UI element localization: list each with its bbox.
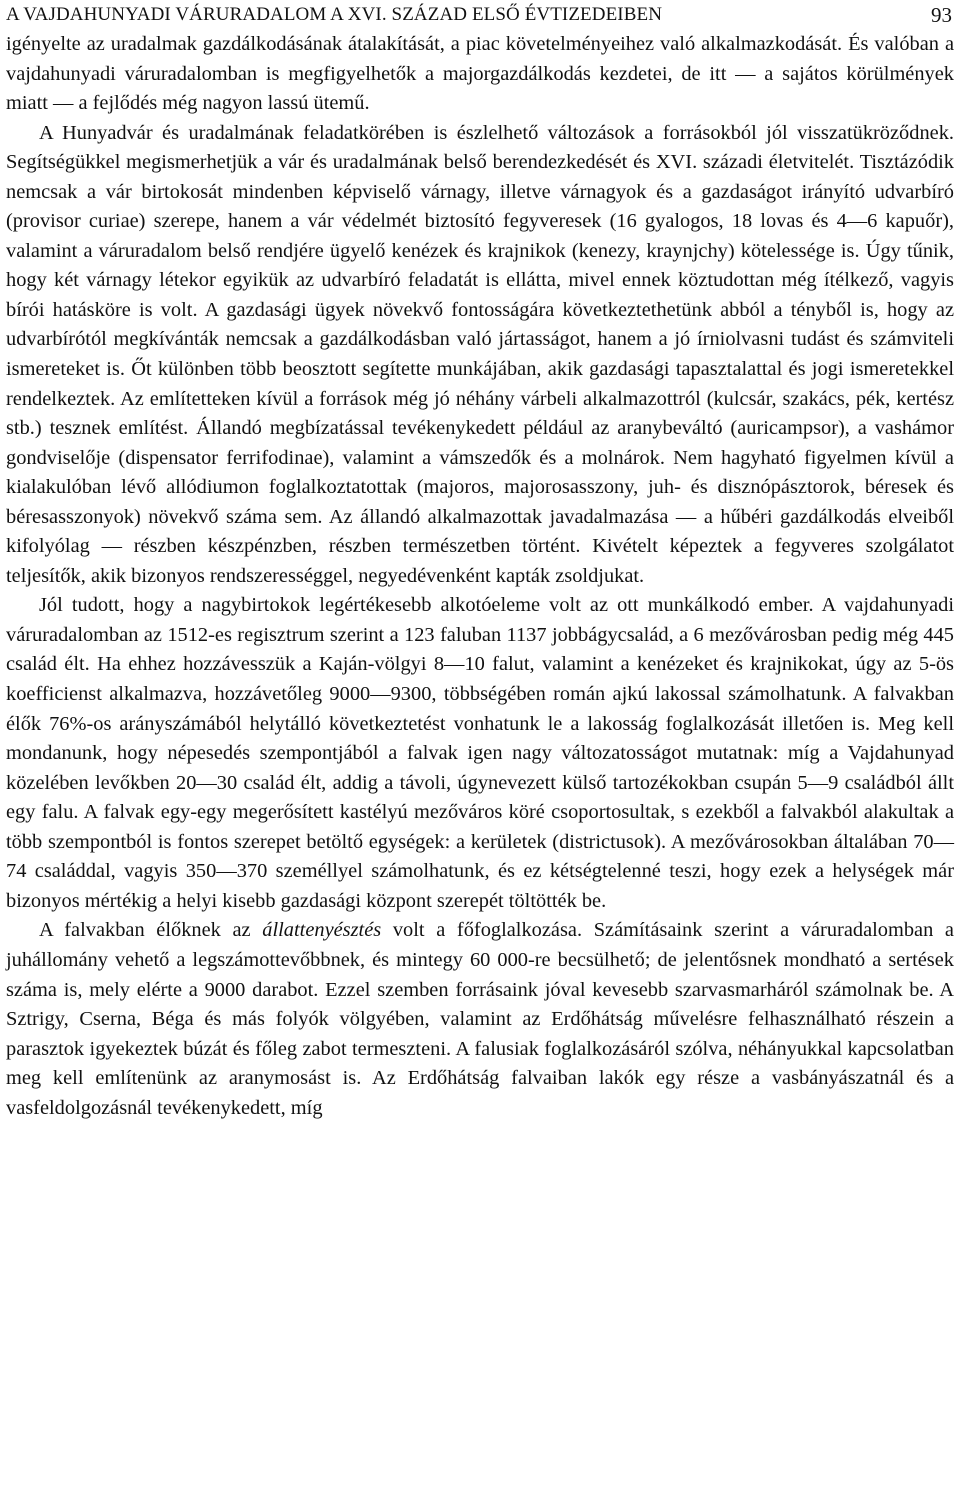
- body-text: [6, 30, 954, 1123]
- running-title: A VAJDAHUNYADI VÁRURADALOM A XVI. SZÁZAD ELSŐ ÉVTIZEDEIBEN: [6, 4, 663, 25]
- page-number: 93: [931, 3, 952, 27]
- paragraph-4: [6, 916, 954, 1123]
- paragraph-4-start: A falvakban élőknek az: [39, 919, 263, 942]
- running-header: [6, 0, 954, 30]
- paragraph-3: Jól tudott, hogy a nagybirtokok legértékesebb alkotóeleme volt az ott munkálkodó ember. A vajdahunyadi váruradalomban az 1512-es regisztrum szerint a 123 faluban 1137 jobbágycsalád, a 6 mezővárosban pedig még 445 család élt. Ha ehhez hozzávesszük a Kaján-völgyi 8—10 falut, valamint a kenézeket és krajnikokat, úgy az 5-ös koefficienst alkalmazva, hozzávetőleg 9000—9300, többségében román ajkú lakossal számolhatunk. A falvakban élők 76%-os arányszámából helytálló következtetést vonhatunk le a lakosság foglalkozását illetően is. Meg kell mondanunk, hogy népesedés szempontjából a falvak igen nagy változatosságot mutatnak: míg a Vajdahunyad közelében levőkben 20—30 család élt, addig a távoli, úgynevezett külső tartozékokban csupán 5—9 családból állt egy falu. A falvak egy-egy megerősített kastélyú mezőváros köré csoportosultak, s ezekből a falvakból alakultak a több szempontból is fontos szerepet betöltő egységek: a kerületek (districtusok). A mezővárosokban általában 70—74 családdal, vagyis 350—370 személlyel számolhatunk, és ez kétségtelenné teszi, hogy ezek a helységek már bizonyos mértékig a helyi kisebb gazdasági központ szerepét töltötték be.: [6, 594, 954, 912]
- paragraph-4-rest: volt a főfoglalkozása. Számításaink szerint a váruradalomban a juhállomány vehető a legszámottevőbbnek, és mintegy 60 000-re becsülhető; de jelentősnek mondható a sertések száma is, mely elérte a 9000 darabot. Ezzel szemben forrásaink jóval kevesebb szarvasmarháról számolnak be. A Sztrigy, Cserna, Béga és más folyók völgyében, valamint az Erdőhátság művelésre felhasználható részein a parasztok igyekeztek búzát és főleg zabot termeszteni. A falusiak foglalkozásáról szólva, néhányukkal kapcsolatban meg kell említenünk az aranymosást is. Az Erdőhátság falvaiban lakók egy része a vasbányászatnál és a vasfeldolgozásnál tevékenykedett, míg: [6, 919, 954, 1119]
- italic-term: állattenyésztés: [262, 919, 382, 942]
- book-page: [6, 0, 954, 1123]
- paragraph-1: igényelte az uradalmak gazdálkodásának átalakítását, a piac követelményeihez való alkalmazkodását. És valóban a vajdahunyadi váruradalomban is megfigyelhetők a majorgazdálkodás kezdetei, de itt — a sajátos körülmények miatt — a fejlődés még nagyon lassú ütemű.: [6, 33, 954, 115]
- paragraph-2: A Hunyadvár és uradalmának feladatkörében is észlelhető változások a forrásokból jól visszatükröződnek. Segítségükkel megismerhetjük a vár és uradalmának belső berendezkedését és XVI. századi életvitelét. Tisztázódik nemcsak a vár birtokosát mindenben képviselő várnagy, illetve várnagyok és a gazdaságot irányító udvarbíró (provisor curiae) szerepe, hanem a vár védelmét biztosító fegyveresek (16 gyalogos, 18 lovas és 4—6 kapuőr), valamint a váruradalom belső rendjére ügyelő kenézek és krajnikok (kenezy, kraynjchy) kötelessége is. Úgy tűnik, hogy két várnagy létekor egyikük az udvarbíró feladatát is ellátta, mivel ennek köztudottan még ítélkező, vagyis bírói hatásköre is volt. A gazdasági ügyek növekvő fontosságára következtethetünk abból a tényből is, hogy az udvarbírótól megkívánták nemcsak a gazdálkodásban való jártasságot, hanem a jó írniolvasni tudást és számviteli ismereteket is. Őt különben több beosztott segítette munkájában, akik gazdasági tapasztalattal és jogi ismeretekkel rendelkeztek. Az említetteken kívül a források még jó néhány várbeli alkalmazottról (kulcsár, szakács, pék, kertész stb.) tesznek említést. Állandó megbízatással tevékenykedett például az aranybeváltó (auricampsor), a vashámor gondviselője (dispensator ferrifodinae), valamint a vámszedők és a molnárok. Nem hagyható figyelmen kívül a kialakulóban lévő allódiumon foglalkoztatottak (majoros, majorosasszony, juh- és disznópásztorok, béresek és béresasszonyok) növekvő száma sem. Az állandó alkalmazottak javadalmazása — a hűbéri gazdálkodás elveiből kifolyólag — részben készpénzben, részben természetben történt. Kivételt képeztek a fegyveres szolgálatot teljesítők, akik bizonyos rendszerességgel, negyedévenként kapták zsoldjukat.: [6, 121, 954, 587]
